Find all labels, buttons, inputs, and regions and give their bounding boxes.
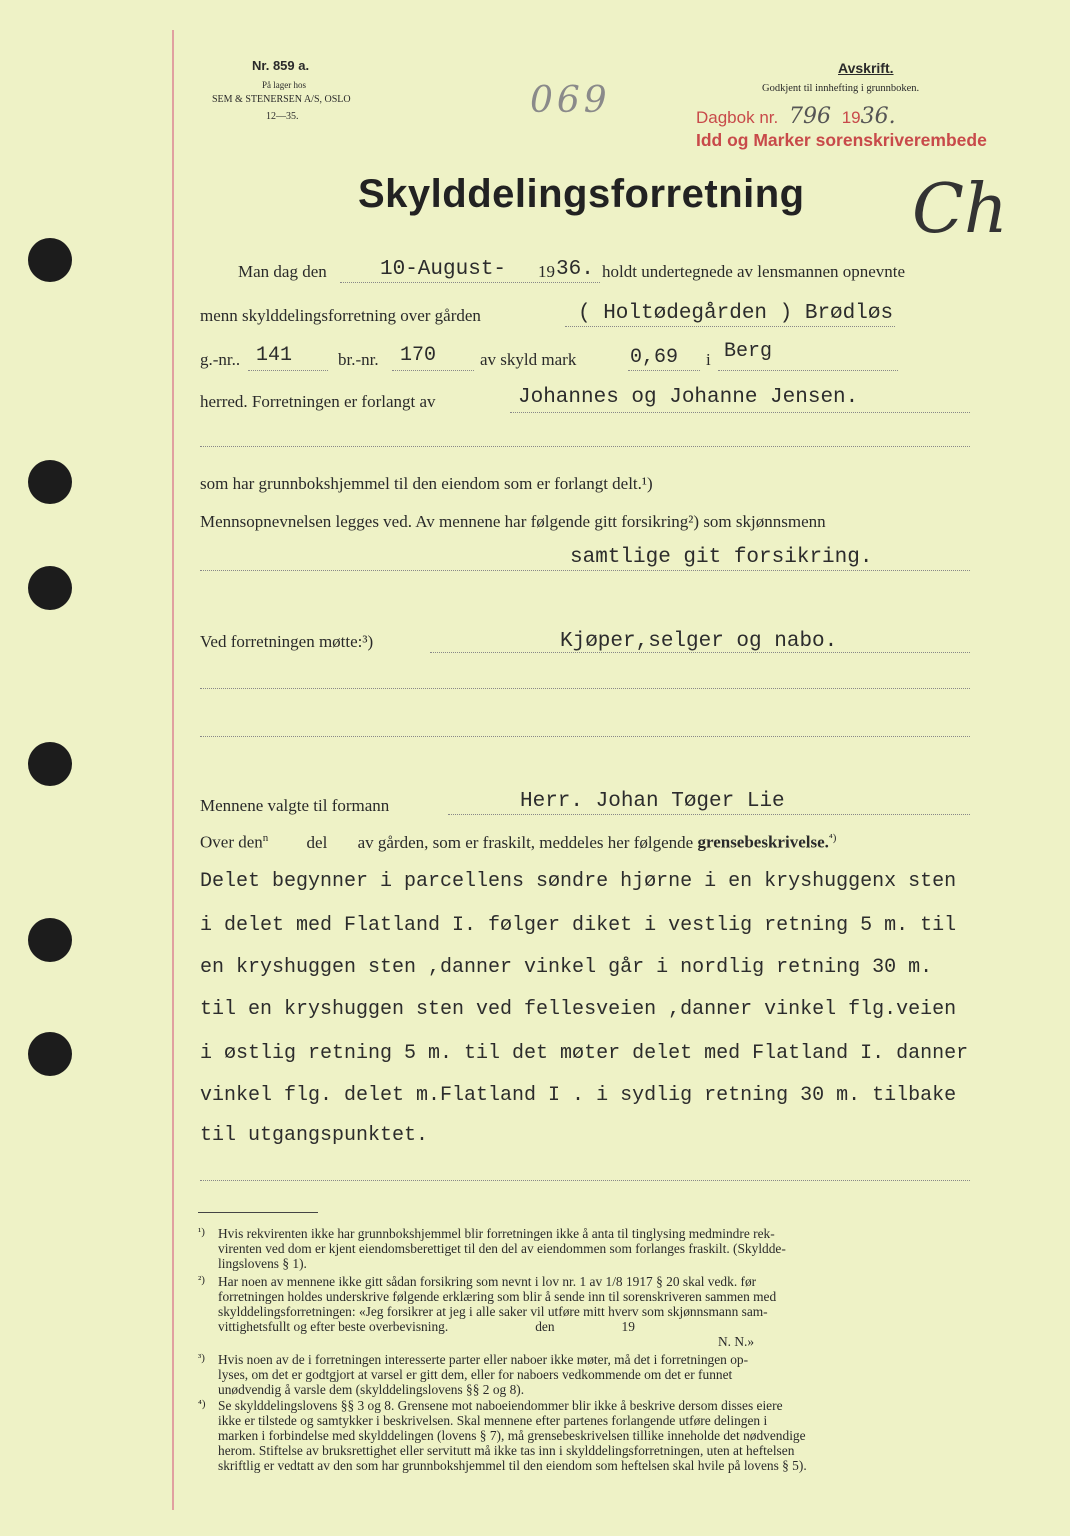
printer-line-2: SEM & STENERSEN A/S, OSLO <box>212 94 351 105</box>
requester-name: Johannes og Johanne Jensen. <box>518 386 859 409</box>
footnote-4 <box>218 1398 807 1473</box>
skyld-dotline <box>628 370 700 371</box>
motte-label: Ved forretningen møtte:³) <box>200 632 374 651</box>
formann-label: Mennene valgte til formann <box>200 796 390 815</box>
punch-hole-5 <box>28 918 72 962</box>
handwritten-initials: Ch <box>912 170 1008 249</box>
margin-rule <box>172 30 174 1510</box>
footnote-line: skriftlig er vedtatt av den som har grunnbokshjemmel til den eiendom som heftelsen skal hvile på lovens § 5). <box>218 1458 807 1473</box>
bnr-dotline <box>392 370 474 371</box>
punch-hole-4 <box>28 742 72 786</box>
man-dag-den-label: Man dag den <box>238 262 327 281</box>
footnote-rule <box>198 1212 318 1213</box>
dagbok-year: 36. <box>860 104 896 129</box>
footnote-line: skylddelingsforretningen: «Jeg forsikrer at jeg i alle saker vil utføre mitt hverv som skjønnsmann sam- <box>218 1304 768 1319</box>
blank-dotline-1 <box>200 446 970 447</box>
date-dotline <box>340 282 600 283</box>
footnote-3 <box>218 1352 748 1397</box>
year-prefix: 19 <box>538 262 555 281</box>
herred-name: Berg <box>724 340 773 363</box>
footnote-line: Hvis noen av de i forretningen interesserte parter eller naboer ikke møter, må det i forretningen op- <box>218 1352 749 1367</box>
footnote-2 <box>218 1274 776 1349</box>
punch-hole-2 <box>28 460 72 504</box>
punch-hole-6 <box>28 1032 72 1076</box>
forlangt-av-label: herred. Forretningen er forlangt av <box>200 392 436 411</box>
footnote-signature: N. N.» <box>718 1334 755 1349</box>
over-den-label: Over den <box>200 832 263 852</box>
footnote-line: Hvis rekvirenten ikke har grunnbokshjemmel blir forretningen ikke å anta til tinglysing medmindre rek- <box>218 1226 775 1241</box>
over-den-line <box>200 832 836 853</box>
footnote-4-mark: ⁴) <box>198 1398 206 1410</box>
forsikring-dotline <box>200 570 970 571</box>
grense-sup: ⁴) <box>828 832 837 844</box>
gnr-label: g.-nr.. <box>200 350 241 369</box>
blank-dotline-4 <box>200 1180 970 1181</box>
del-label: del <box>306 832 328 852</box>
footnote-line: vittighetsfullt og efter beste overbevisning. den 19 <box>218 1319 635 1334</box>
form-number: Nr. 859 a. <box>252 58 310 73</box>
mennsopnevnelsen-text: Mennsopnevnelsen legges ved. Av mennene har følgende gitt forsikring²) som skjønnsmenn <box>200 512 826 531</box>
motte-dotline <box>430 652 970 653</box>
punch-hole-3 <box>28 566 72 610</box>
skyld-label: av skyld mark <box>480 350 577 369</box>
footnote-line: unødvendig å varsle dem (skylddelingslovens §§ 2 og 8). <box>218 1382 525 1397</box>
bnr-value: 170 <box>400 344 437 367</box>
description-line: vinkel flg. delet m.Flatland I . i sydlig retning 30 m. tilbake <box>200 1084 957 1107</box>
description-line: til en kryshuggen sten ved fellesveien ,danner vinkel flg.veien <box>200 998 957 1021</box>
gnr-value: 141 <box>256 344 293 367</box>
farm-dotline <box>565 326 895 327</box>
footnote-1 <box>218 1226 786 1271</box>
over-den-sup: n <box>262 832 269 844</box>
footnote-line: lingslovens § 1). <box>218 1256 307 1271</box>
gnr-dotline <box>248 370 328 371</box>
footnote-line: virenten ved dom er kjent eiendomsberettiget til den del av eiendommen som forlanges fraskilt. (Skyldde- <box>218 1241 786 1256</box>
bnr-label: br.-nr. <box>338 350 379 369</box>
page-title: Skylddelingsforretning <box>358 172 805 216</box>
printer-line-1: På lager hos <box>262 80 306 90</box>
description-line: til utgangspunktet. <box>200 1124 429 1147</box>
page-stamp-number: 069 <box>530 80 611 121</box>
footnote-line: herom. Stiftelse av bruksrettighet eller servitutt må ikke tas inn i skylddelingsforretningen, uten at heftelsen <box>218 1443 795 1458</box>
footnote-line: marken i forbindelse med skylddelingen (lovens § 7), må grensebeskrivelsen tillike inneholde det nødvendige <box>218 1428 806 1443</box>
footnote-1-mark: ¹) <box>198 1226 205 1238</box>
dagbok-number: 796 <box>788 104 831 129</box>
description-line: i delet med Flatland I. følger diket i vestlig retning 5 m. til <box>200 914 957 937</box>
skyld-value: 0,69 <box>630 346 679 369</box>
footnote-line: forretningen holdes underskrive følgende erklæring som blir å sende inn til sorenskriveren sammen med <box>218 1289 777 1304</box>
blank-dotline-3 <box>200 736 970 737</box>
dagbok-year-prefix: 19 <box>841 108 861 127</box>
dagbok-stamp <box>696 104 896 129</box>
farm-name: ( Holtødegården ) Brødløs <box>578 302 894 325</box>
i-label: i <box>706 350 711 369</box>
printer-line-3: 12—35. <box>266 111 299 122</box>
fraskilt-text: av gården, som er fraskilt, meddeles her følgende <box>357 832 694 852</box>
office-stamp: Idd og Marker sorenskriverembede <box>696 130 987 150</box>
description-line: Delet begynner i parcellens søndre hjørne i en kryshuggenx sten <box>200 870 957 893</box>
year-value: 36. <box>556 258 594 281</box>
holdt-text: holdt undertegnede av lensmannen opnevnte <box>602 262 906 281</box>
motte-value: Kjøper,selger og nabo. <box>560 630 838 653</box>
description-line: en kryshuggen sten ,danner vinkel går i nordlig retning 30 m. <box>200 956 933 979</box>
grunnbokshjemmel-text: som har grunnbokshjemmel til den eiendom som er forlangt delt.¹) <box>200 474 653 493</box>
skylddeling-over-garden-label: menn skylddelingsforretning over gården <box>200 306 481 325</box>
date-value: 10-August- <box>380 258 507 281</box>
forsikring-value: samtlige git forsikring. <box>570 546 873 569</box>
description-line: i østlig retning 5 m. til det møter delet med Flatland I. danner <box>200 1042 969 1065</box>
footnote-line: ikke er tilstede og samtykker i beskrivelsen. Skal mennene efter partenes forlangende utføre delingen i <box>218 1413 768 1428</box>
herred-dotline <box>718 370 898 371</box>
formann-value: Herr. Johan Tøger Lie <box>520 790 785 813</box>
footnote-line: Se skylddelingslovens §§ 3 og 8. Grensene mot naboeiendommer blir ikke å beskrive dersom disses eiere <box>218 1398 783 1413</box>
footnote-2-mark: ²) <box>198 1274 205 1286</box>
godkjent-note: Godkjent til innhefting i grunnboken. <box>762 83 920 94</box>
punch-hole-1 <box>28 238 72 282</box>
avskrift-label: Avskrift. <box>838 60 894 76</box>
dagbok-label: Dagbok nr. <box>696 108 779 127</box>
footnote-3-mark: ³) <box>198 1352 205 1364</box>
grensebeskrivelse-label: grensebeskrivelse. <box>697 832 829 852</box>
requester-dotline <box>510 412 970 413</box>
footnote-line: Har noen av mennene ikke gitt sådan forsikring som nevnt i lov nr. 1 av 1/8 1917 § 20 skal vedk. før <box>218 1274 757 1289</box>
footnote-line: lyses, om det er godtgjort at varsel er gitt dem, eller for naboers vedkommende om det er funnet <box>218 1367 733 1382</box>
blank-dotline-2 <box>200 688 970 689</box>
formann-dotline <box>448 814 970 815</box>
